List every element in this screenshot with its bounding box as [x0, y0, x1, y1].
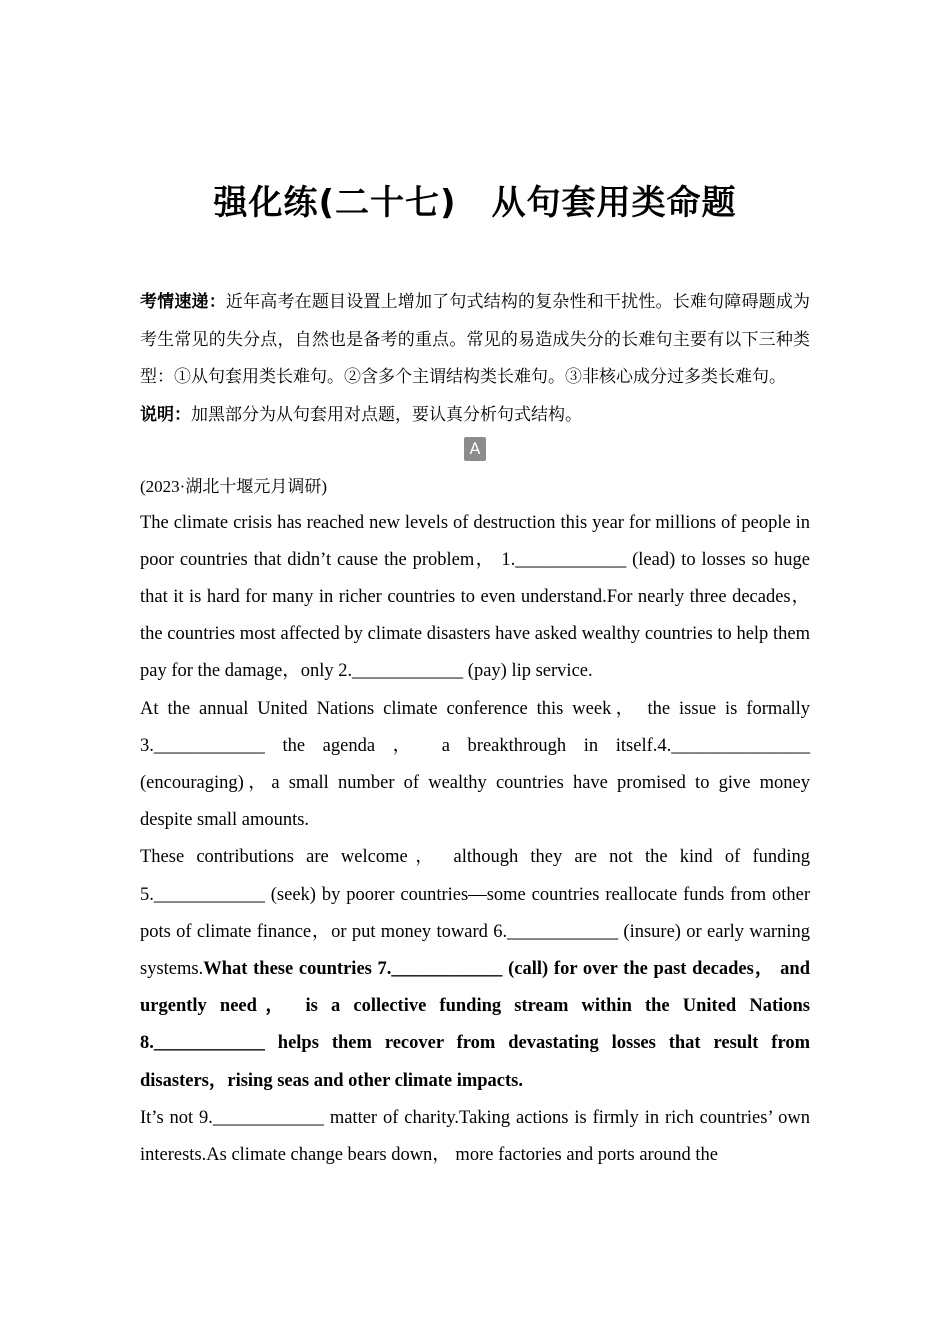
page-title: 强化练(二十七) 从句套用类命题 — [213, 182, 737, 223]
note-label: 说明： — [140, 404, 191, 425]
paragraph-3-bold-text: What these countries 7.____________ (call) for over the past decades， and urgently need， is a collective funding stream within the United Nations 8.____________ helps them recover from devastating losses that result from disasters，rising seas and other climate impacts. — [140, 958, 810, 1091]
document-body — [140, 284, 810, 1174]
paragraph-3-normal-text: These contributions are welcome， although they are not the kind of funding 5.____________ (seek) by poorer countries—some countries reallocate funds from other pots of climate finance，or put money toward 6.____________ (insure) or early warning systems. — [140, 847, 810, 979]
note-paragraph — [140, 397, 810, 433]
section-badge-row — [140, 433, 810, 469]
passage-paragraph-2: At the annual United Nations climate conference this week， the issue is formally 3.____________ the agenda ， a breakthrough in itself.4._______________ (encouraging)，a small number of wealthy countries have promised to give money despite small amounts. — [140, 698, 810, 831]
passage-source: (2023·湖北十堰元月调研) — [140, 476, 327, 496]
intro-paragraph — [140, 284, 810, 397]
intro-label: 考情速递： — [140, 292, 226, 312]
passage-paragraph-1: The climate crisis has reached new levels of destruction this year for millions of people in poor countries that didn’t cause the problem， 1.____________ (lead) to losses so huge that it is hard for many in richer countries to even understand.For nearly three decades， the countries most affected by climate disasters have asked wealthy countries to help them pay for the damage，only 2.____________ (pay) lip service. — [140, 512, 810, 682]
note-text: 加黑部分为从句套用对点题，要认真分析句式结构。 — [191, 404, 582, 425]
section-badge: A — [464, 437, 486, 461]
passage-paragraph-3 — [140, 839, 810, 1099]
intro-text: 近年高考在题目设置上增加了句式结构的复杂性和干扰性。长难句障碍题成为考生常见的失分点，自然也是备考的重点。常见的易造成失分的长难句主要有以下三种类型：①从句套用类长难句。②含多个主谓结构类长难句。③非核心成分过多类长难句。 — [140, 292, 810, 387]
passage-paragraph-4: It’s not 9.____________ matter of charity.Taking actions is firmly in rich countries’ own interests.As climate change bears down， more factories and ports around the — [140, 1107, 810, 1165]
